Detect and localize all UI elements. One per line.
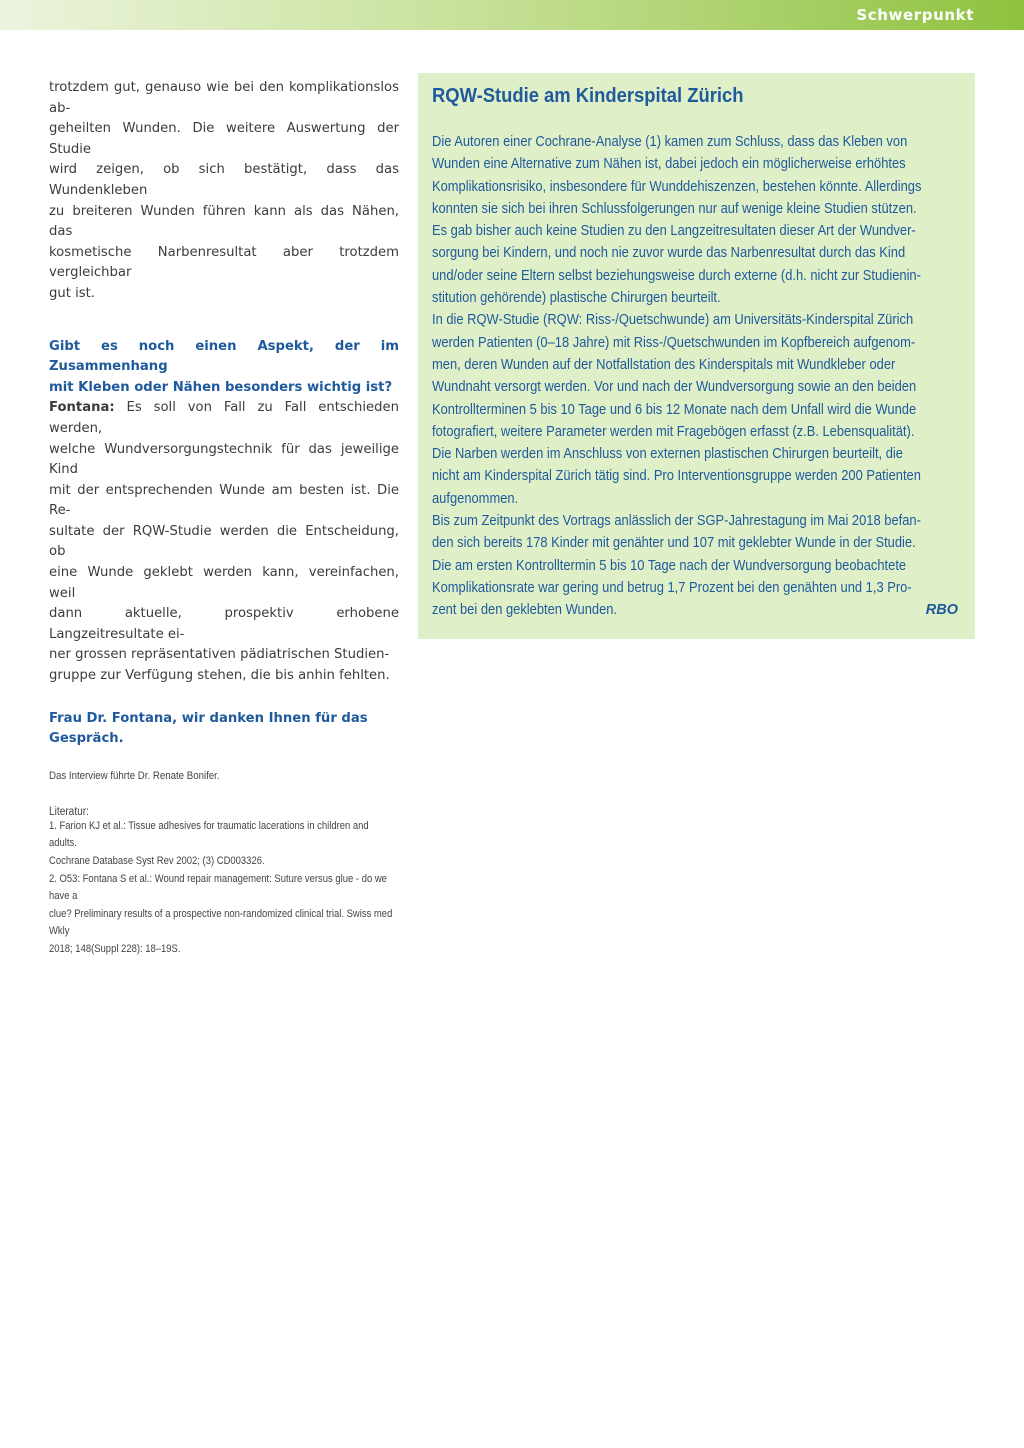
interview-column [49,78,399,959]
text-line: gut ist. [49,285,95,301]
literature-list [49,818,399,959]
box-line: zent bei den geklebten Wunden. [432,602,618,619]
box-line: und/oder seine Eltern selbst beziehungsweise durch externe (d.h. nicht zur Studienin- [432,267,921,284]
text-line: geheilten Wunden. Die weitere Auswertung der Studie [49,121,399,157]
box-line: aufgenommen. [432,490,519,507]
text-line: mit der entsprechenden Wunde am besten ist. Die Re- [49,482,399,519]
author-signature: RBO [925,602,958,618]
text-line: sultate der RQW-Studie werden die Entscheidung, ob [49,523,399,560]
text-line: eine Wunde geklebt werden kann, vereinfachen, weil [49,565,399,601]
box-line: In die RQW-Studie (RQW: Riss-/Quetschwunde) am Universitäts-Kinderspital Zürich [432,312,914,329]
box-line: Es gab bisher auch keine Studien zu den Langzeitresultaten dieser Art der Wundver- [432,223,916,240]
text-line: ner grossen repräsentativen pädiatrischen Studien- [49,647,390,663]
text-line: kosmetische Narbenresultat aber trotzdem vergleichbar [49,244,399,281]
text-line: dann aktuelle, prospektiv erhobene Langzeitresultate ei- [49,606,399,642]
answer-first-line [49,398,399,439]
text-line: welche Wundversorgungstechnik für das jeweilige Kind [49,441,399,478]
section-label: Schwerpunkt [856,6,974,24]
box-line: Komplikationsrisiko, insbesondere für Wunddehiszenzen, bestehen könnte. Allerdings [432,178,922,195]
box-line: fotografiert, weitere Parameter werden mit Fragebögen erfasst (z.B. Lebensqualität). [432,423,915,440]
literature-title: Literatur: [49,805,89,818]
box-title: RQW-Studie am Kinderspital Zürich [432,85,744,107]
box-line: Die Narben werden im Anschluss von externen plastischen Chirurgen beurteilt, die [432,446,903,463]
literature-line: 1. Farion KJ et al.: Tissue adhesives for traumatic lacerations in children and adults. [49,819,369,850]
interview-question [49,337,399,399]
text-line: wird zeigen, ob sich bestätigt, dass das Wundenkleben [49,162,399,198]
box-line: sorgung bei Kindern, und noch nie zuvor wurde das Narbenresultat durch das Kind [432,245,906,262]
question-line: Gibt es noch einen Aspekt, der im Zusammenhang [49,338,399,375]
box-line: Bis zum Zeitpunkt des Vortrags anlässlich der SGP-Jahrestagung im Mai 2018 befan- [432,513,921,530]
box-line: nicht am Kinderspital Zürich tätig sind. Pro Interventionsgruppe werden 200 Patienten [432,468,921,485]
box-line: Kontrollterminen 5 bis 10 Tage und 6 bis 12 Monate nach dem Unfall wird die Wunde [432,401,917,418]
intro-paragraph [49,78,399,305]
box-line: Die Autoren einer Cochrane-Analyse (1) kamen zum Schluss, dass das Kleben von [432,134,908,150]
closing-question: Frau Dr. Fontana, wir danken Ihnen für das Gespräch. [49,710,368,747]
interview-credit: Das Interview führte Dr. Renate Bonifer. [49,769,220,782]
interview-answer [49,398,399,686]
header-bar [0,0,1024,30]
text-line: gruppe zur Verfügung stehen, die bis anhin fehlten. [49,668,390,684]
question-line: mit Kleben oder Nähen besonders wichtig ist? [49,379,393,395]
box-line: men, deren Wunden auf der Notfallstation des Kinderspitals mit Wundkleber oder [432,356,896,373]
study-info-box [418,73,975,639]
box-line: Komplikationsrate war gering und betrug 1,7 Prozent bei den genähten und 1,3 Pro- [432,579,912,596]
literature-line: 2. O53: Fontana S et al.: Wound repair management: Suture versus glue - do we have a [49,872,387,903]
box-body [432,131,963,622]
box-line: konnten sie sich bei ihren Schlussfolgerungen nur auf wenige kleine Studien stützen. [432,200,917,217]
text-line: trotzdem gut, genauso wie bei den komplikationslos ab- [49,80,399,116]
speaker-name: Fontana: [49,400,115,416]
box-line: werden Patienten (0–18 Jahre) mit Riss-/Quetschwunden im Kopfbereich aufgenom- [432,334,916,351]
box-line: stitution gehörende) plastische Chirurgen beurteilt. [432,290,721,307]
box-line: Wunden eine Alternative zum Nähen ist, dabei jedoch ein möglicherweise erhöhtes [432,156,906,173]
literature-line: Cochrane Database Syst Rev 2002; (3) CD003326. [49,855,265,867]
box-line: den sich bereits 178 Kinder mit genähter und 107 mit geklebter Wunde in der Studie. [432,535,916,552]
literature-line: clue? Preliminary results of a prospective non-randomized clinical trial. Swiss med Wkly [49,907,393,938]
box-line: Die am ersten Kontrolltermin 5 bis 10 Tage nach der Wundversorgung beobachtete [432,557,907,574]
text-line: zu breiteren Wunden führen kann als das Nähen, das [49,203,399,240]
answer-text: Es soll von Fall zu Fall entschieden werden, [49,400,399,436]
literature-line: 2018; 148(Suppl 228): 18–19S. [49,942,181,955]
box-line: Wundnaht versorgt werden. Vor und nach der Wundversorgung sowie an den beiden [432,379,917,396]
